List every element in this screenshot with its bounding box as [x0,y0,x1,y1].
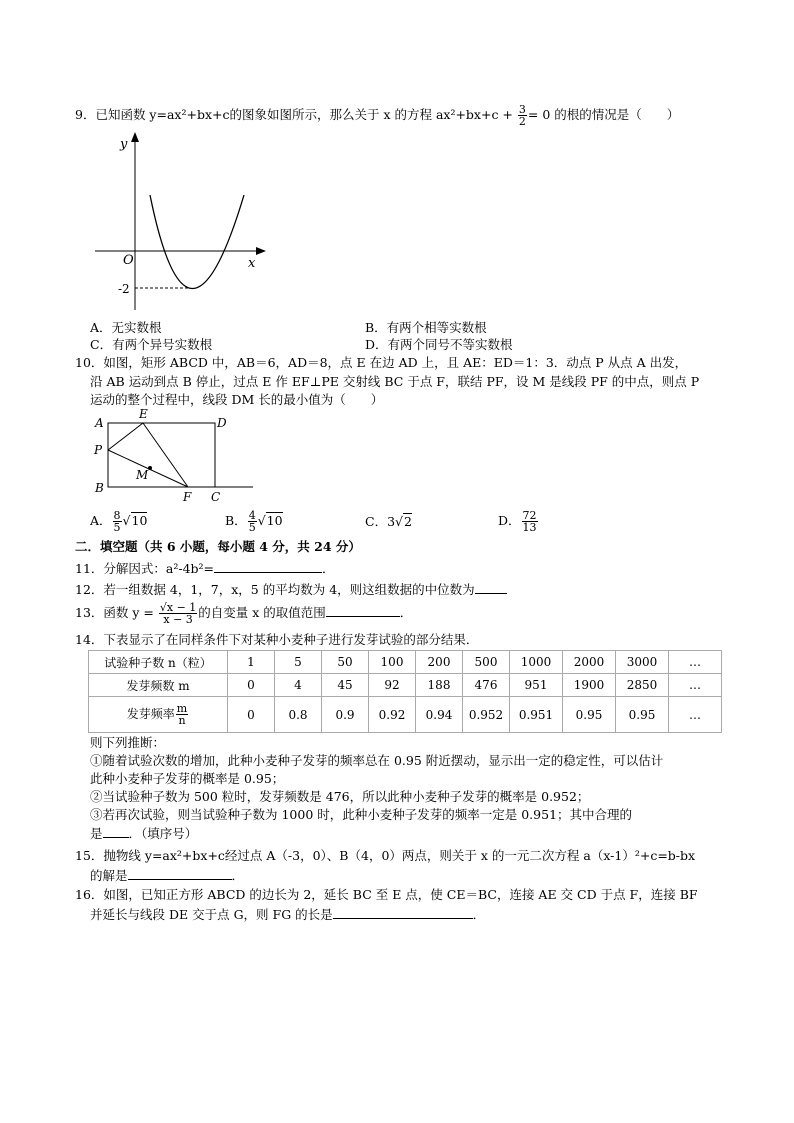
q15-line2: 的解是 ． [90,868,245,883]
q14-statement-1b: 此种小麦种子发芽的概率是 0.95； [90,771,285,786]
q16-line2: 并延长与线段 DE 交于点 G，则 FG 的长是 ． [90,907,486,922]
q14-answer-line: 是 ．（填序号） [90,826,198,841]
q9-parabola-graph [90,130,280,320]
y-axis-label: y [120,137,128,152]
q11: 11．分解因式：a²-4b²= ． [75,561,335,576]
q14-answer-blank[interactable] [103,825,129,838]
table-cell: 951 [510,674,563,697]
q10-line3: 运动的整个过程中，线段 DM 长的最小值为（ ） [90,392,384,407]
table-cell: … [669,651,722,674]
q16-answer-blank[interactable] [333,906,473,919]
q13-answer-blank[interactable] [326,604,400,617]
table-cell: 0.951 [510,697,563,733]
q10-line1: 10．如图，矩形 ABCD 中，AB＝6，AD＝8，点 E 在边 AD 上，且 AE：ED＝1：3．动点 P 从点 A 出发， [75,355,688,370]
q9-option-d[interactable]: D．有两个同号不等实数根 [365,337,513,352]
q14-infer: 则下列推断： [90,735,166,750]
q14-statement-1a: ①随着试验次数的增加，此种小麦种子发芽的频率总在 0.95 附近摆动，显示出一定的稳定性，可以估计 [90,753,664,768]
row1-header: 试验种子数 n（粒） [89,651,228,674]
table-cell: 0 [228,697,275,733]
q14-statement-2: ②当试验种子数为 500 粒时，发芽频数是 476，所以此种小麦种子发芽的概率是 0.952； [90,789,590,804]
table-cell: 1 [228,651,275,674]
q11-answer-blank[interactable] [214,560,322,573]
q12: 12．若一组数据 4，1，7，x，5 的平均数为 4，则这组数据的中位数为 [75,581,507,598]
q10-line2: 沿 AB 运动到点 B 停止，过点 E 作 EF⊥PE 交射线 BC 于点 F，联结 PF，设 M 是线段 PF 的中点，则点 P [90,374,700,389]
q10-option-c[interactable]: C．3√2 [365,514,412,529]
table-cell: 0.92 [369,697,416,733]
q10-option-a[interactable]: A． $\frac{8}{5}$ √10 [90,509,148,534]
table-cell: … [669,674,722,697]
q10-option-d[interactable]: D． $\frac{72}{13}$ [498,509,537,534]
point-b-label: B [95,481,104,495]
table-cell: 4 [275,674,322,697]
section-title: 二．填空题（共 6 小题，每小题 4 分，共 24 分） [75,539,361,554]
table-cell: 0.95 [563,697,616,733]
point-c-label: C [211,490,221,504]
table-cell: 0.94 [416,697,463,733]
table-cell: 188 [416,674,463,697]
table-cell: 500 [463,651,510,674]
point-f-label: F [183,490,192,504]
point-a-label: A [95,416,104,430]
x-axis-label: x [248,256,256,271]
table-cell: 50 [322,651,369,674]
q10-option-b[interactable]: B． $\frac{4}{5}$ √10 [225,509,283,534]
min-value-label: -2 [118,282,130,296]
q9-option-b[interactable]: B．有两个相等实数根 [365,320,487,335]
table-cell: 2000 [563,651,616,674]
point-d-label: D [217,416,227,430]
table-cell: 0.952 [463,697,510,733]
q9-option-c[interactable]: C．有两个异号实数根 [90,337,213,352]
table-cell: 2850 [616,674,669,697]
table-row [89,651,722,674]
q15-line1: 15．抛物线 y=ax²+bx+c经过点 A（-3，0）、B（4，0）两点，则关于 x 的一元二次方程 a（x-1）²+c=b-bx [75,848,696,863]
table-cell: 100 [369,651,416,674]
q14-stem: 14．下表显示了在同样条件下对某种小麦种子进行发芽试验的部分结果． [75,632,479,647]
origin-label: O [123,253,134,268]
table-cell: 45 [322,674,369,697]
table-cell: 0 [228,674,275,697]
q12-answer-blank[interactable] [475,581,507,594]
table-row [89,697,722,733]
q13: 13．函数 y = $\frac{√x - 1}{x - 3}$ 的自变量 x 的取值范围 ． [75,601,413,626]
table-cell: 0.8 [275,697,322,733]
row3-header: 发芽频率 $\frac{m}{n}$ [89,697,228,733]
table-cell: 200 [416,651,463,674]
q9-fraction: $\frac{3}{2}$ [518,103,526,128]
table-cell: … [669,697,722,733]
q16-line1: 16．如图，已知正方形 ABCD 的边长为 2，延长 BC 至 E 点，使 CE＝BC，连接 AE 交 CD 于点 F，连接 BF [75,887,698,902]
point-p-label: P [94,443,103,457]
table-cell: 0.9 [322,697,369,733]
table-cell: 92 [369,674,416,697]
q10-rectangle-figure [88,405,268,505]
q15-answer-blank[interactable] [128,867,232,880]
q9-option-a[interactable]: A．无实数根 [90,320,162,335]
table-cell: 1000 [510,651,563,674]
point-m-label: M [136,468,149,482]
table-cell: 3000 [616,651,669,674]
q9-stem: 9．已知函数 y=ax²+bx+c的图象如图所示，那么关于 x 的方程 ax²+bx+c + $\frac{3}{2}$ = 0 的根的情况是（ ） [75,103,680,128]
table-cell: 1900 [563,674,616,697]
row2-header: 发芽频数 m [89,674,228,697]
table-row [89,674,722,697]
q13-fraction: $\frac{√x - 1}{x - 3}$ [159,601,197,626]
table-cell: 0.95 [616,697,669,733]
point-e-label: E [139,407,148,421]
q14-table [88,650,722,733]
table-cell: 5 [275,651,322,674]
q14-statement-3: ③若再次试验，则当试验种子数为 1000 时，此种小麦种子发芽的频率一定是 0.951；其中合理的 [90,807,633,822]
table-cell: 476 [463,674,510,697]
